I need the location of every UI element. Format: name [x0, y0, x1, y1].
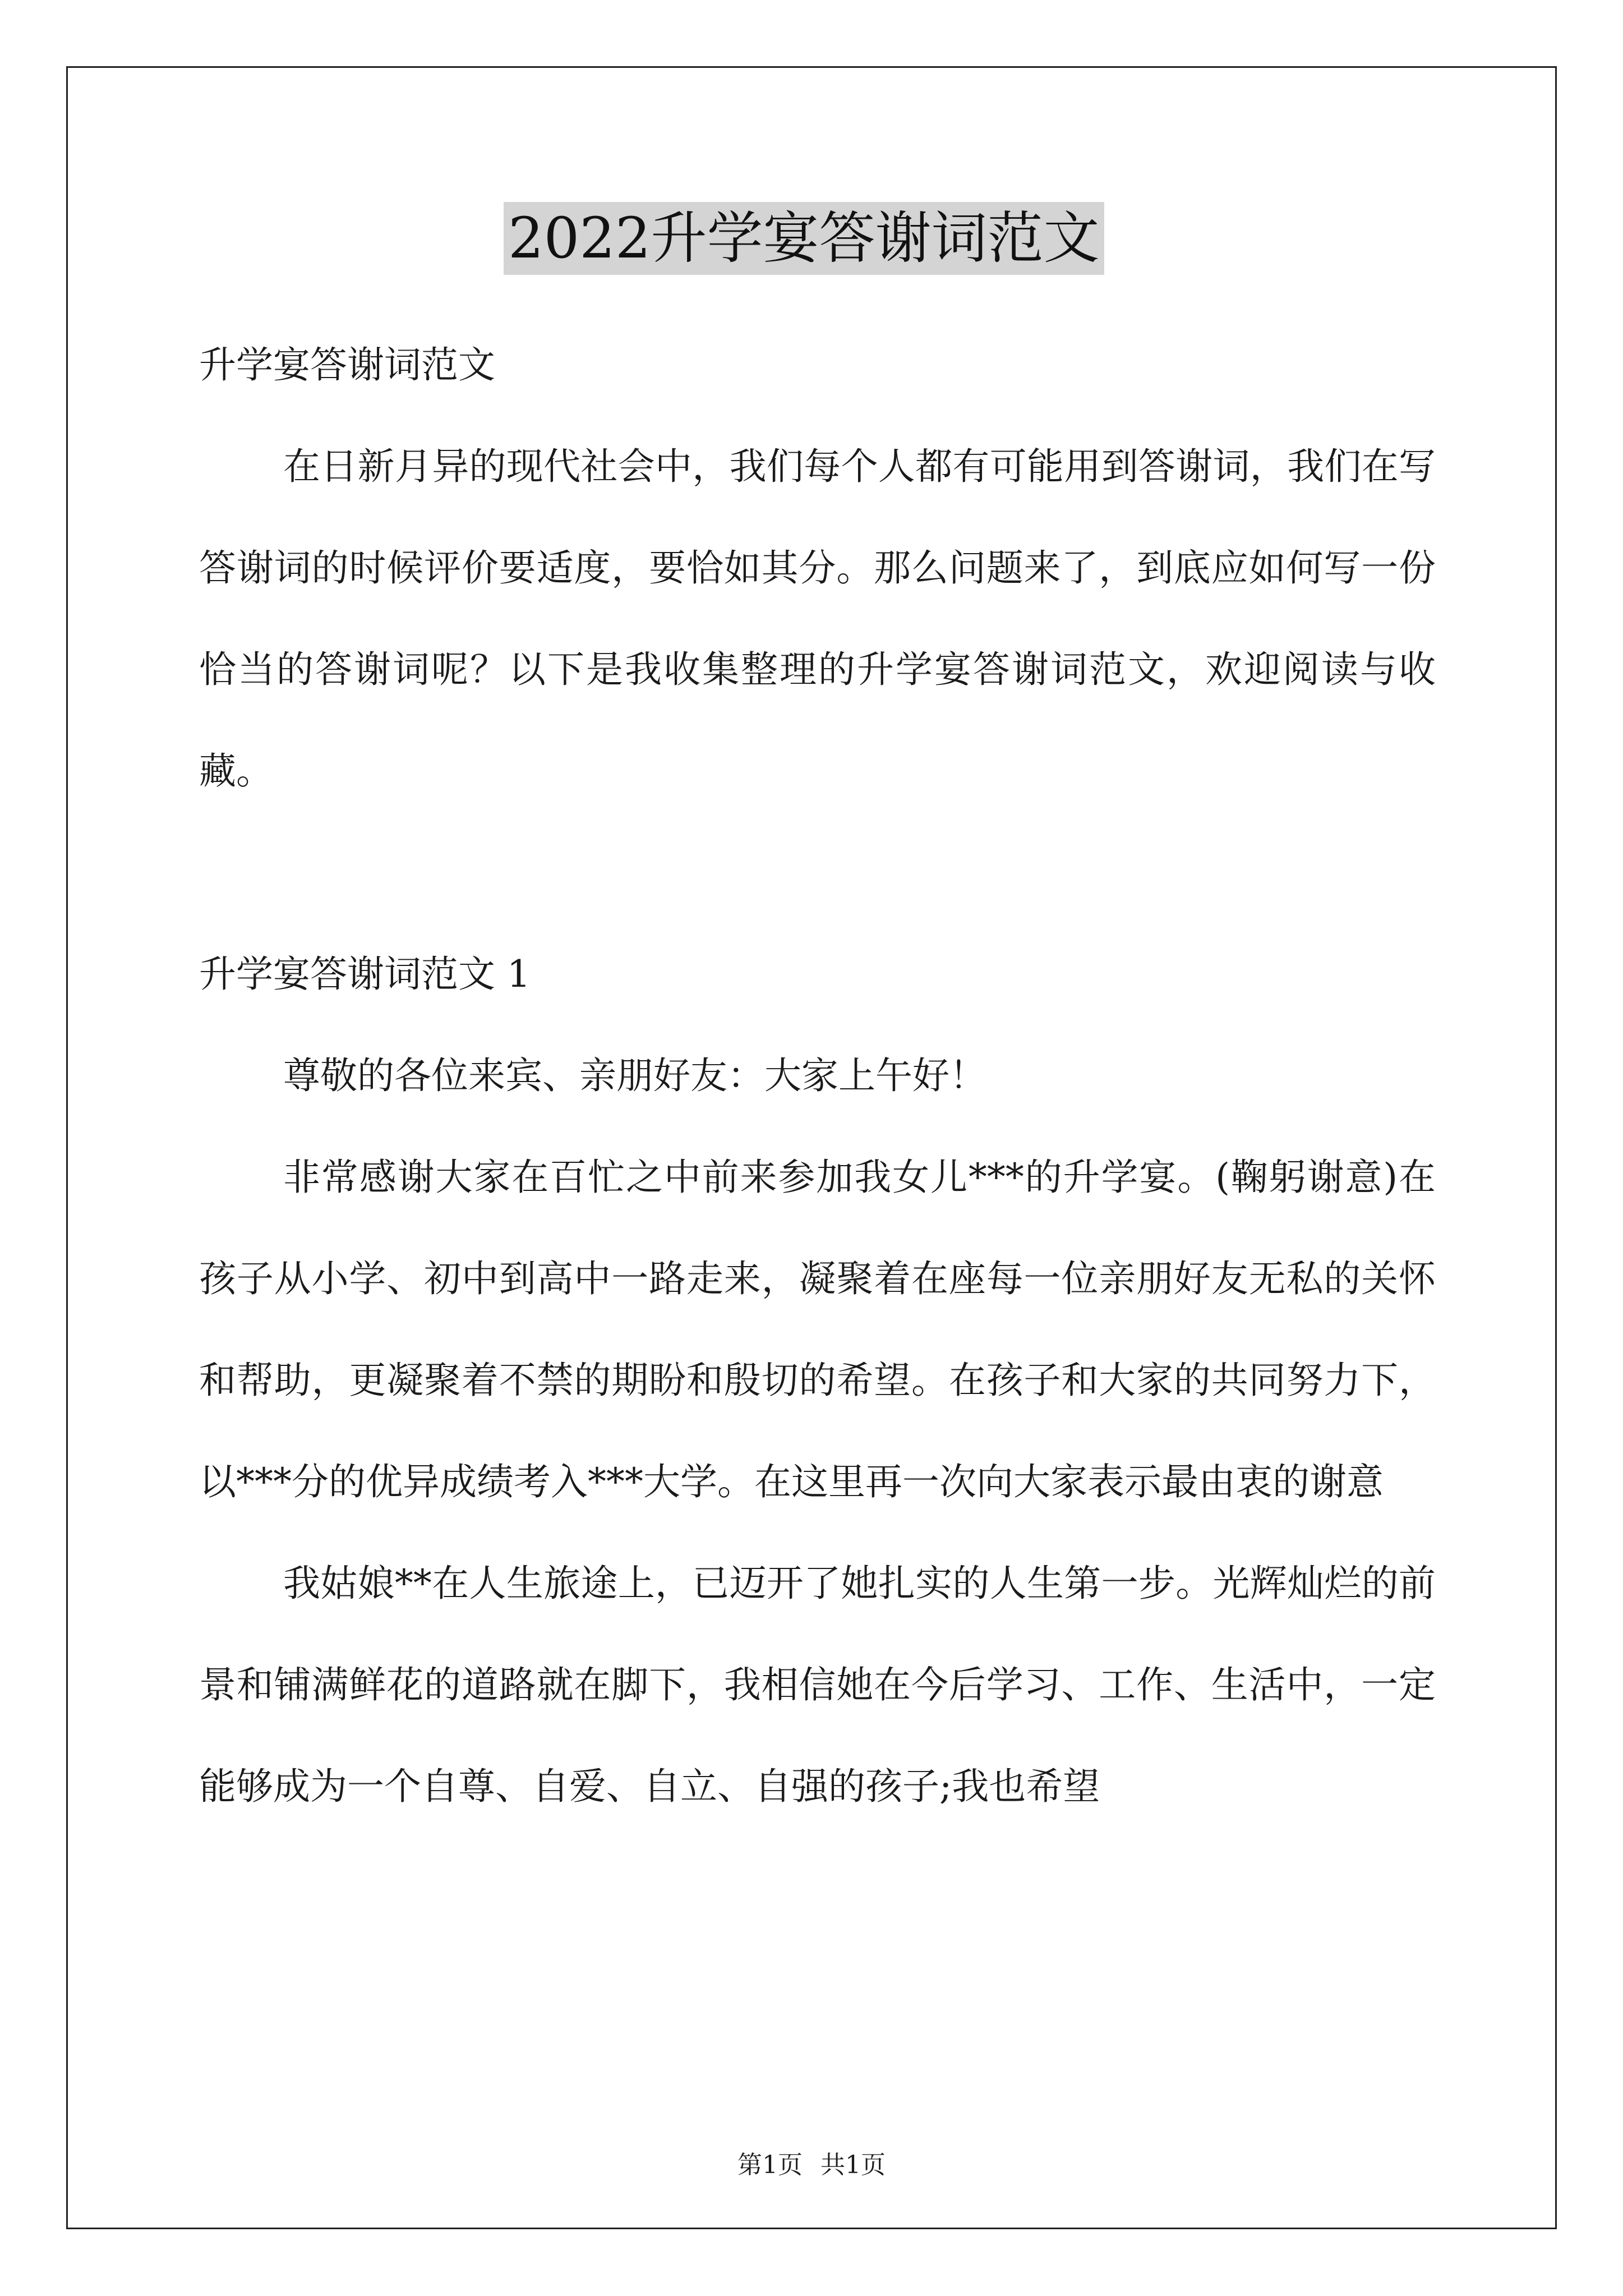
- page-footer: [0, 2148, 1623, 2182]
- document-subtitle: 升学宴答谢词范文: [199, 343, 495, 386]
- document-title: 2022升学宴答谢词范文: [504, 202, 1104, 275]
- section-spacer: [199, 822, 1436, 923]
- page-number: 第1页: [737, 2151, 803, 2179]
- section-heading: 升学宴答谢词范文 1: [199, 953, 531, 996]
- greeting-paragraph: 尊敬的各位来宾、亲朋好友：大家上午好！: [283, 1054, 986, 1097]
- page-total: 共1页: [820, 2151, 886, 2179]
- body-paragraph-1: 非常感谢大家在百忙之中前来参加我女儿***的升学宴。(鞠躬谢意)在孩子从小学、初中到高中一路走来，凝聚着在座每一位亲朋好友无私的关怀和帮助，更凝聚着不禁的期盼和殷切的希望。在孩子和大家的共同努力下，以***分的优异成绩考入***大学。在这里再一次向大家表示最由衷的谢意: [199, 1156, 1436, 1503]
- document-body: [199, 314, 1436, 1837]
- body-paragraph-2: 我姑娘**在人生旅途上，已迈开了她扎实的人生第一步。光辉灿烂的前景和铺满鲜花的道路就在脚下，我相信她在今后学习、工作、生活中，一定能够成为一个自尊、自爱、自立、自强的孩子;我也希望: [199, 1562, 1436, 1808]
- intro-paragraph: 在日新月异的现代社会中，我们每个人都有可能用到答谢词，我们在写答谢词的时候评价要适度，要恰如其分。那么问题来了，到底应如何写一份恰当的答谢词呢？以下是我收集整理的升学宴答谢词范文，欢迎阅读与收藏。: [199, 445, 1436, 793]
